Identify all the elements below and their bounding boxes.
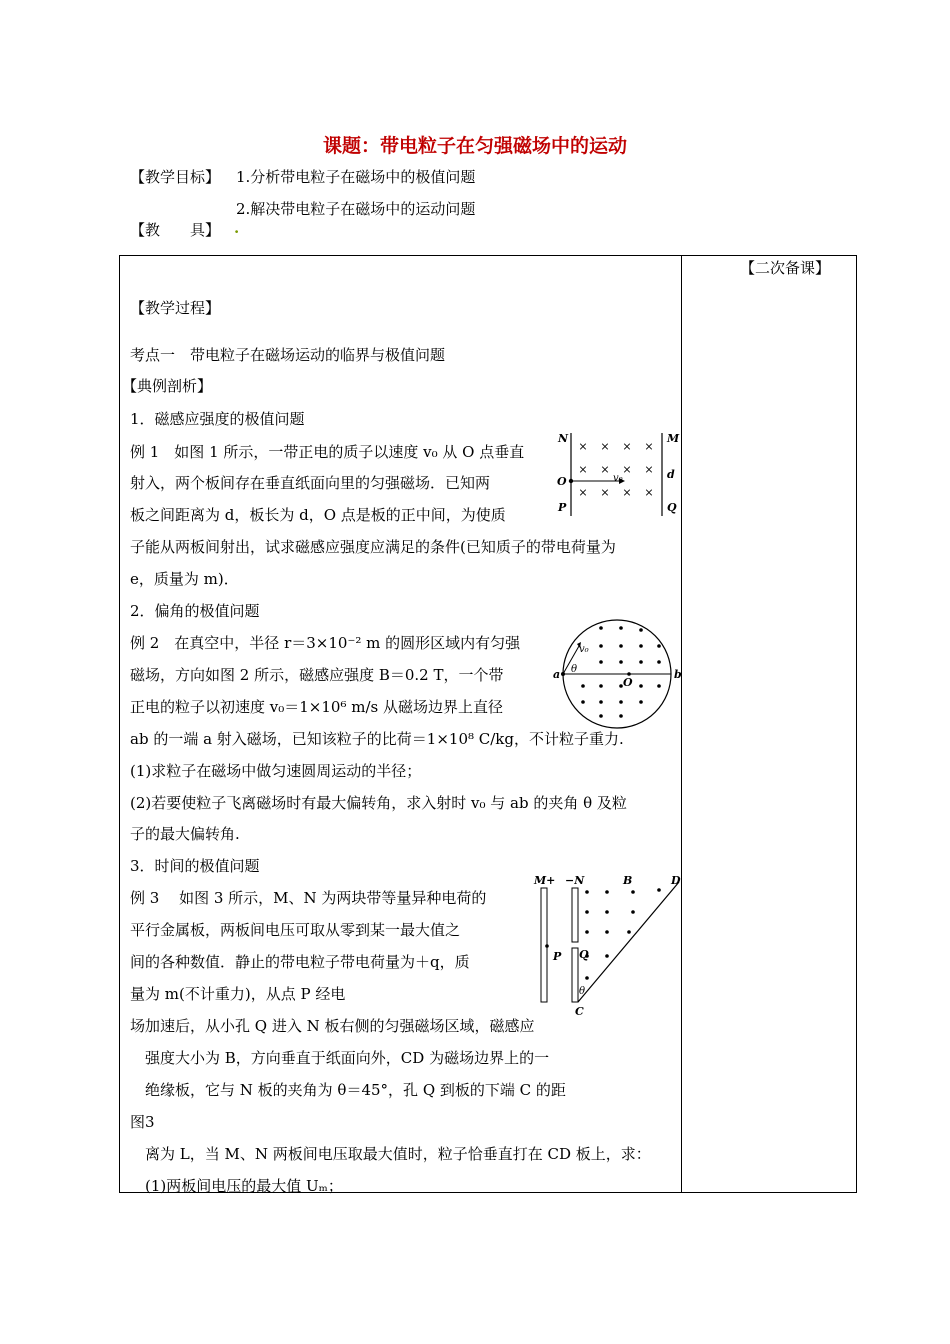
svg-text:×: ×: [644, 463, 654, 476]
svg-text:×: ×: [578, 440, 588, 453]
ex1-line: e，质量为 m)．: [130, 570, 239, 588]
analysis-label: 【典例剖析】: [122, 377, 213, 395]
goal-2: 2.解决带电粒子在磁场中的运动问题: [236, 200, 476, 218]
section-1-title: 1．磁感应强度的极值问题: [130, 410, 305, 428]
svg-text:×: ×: [622, 463, 632, 476]
fig1-label-P: P: [558, 501, 567, 514]
ex2-line: 正电的粒子以初速度 v₀＝1×10⁶ m/s 从磁场边界上直径: [130, 698, 503, 716]
svg-text:×: ×: [578, 486, 588, 499]
svg-text:×: ×: [622, 440, 632, 453]
fig3-label-theta: θ: [579, 986, 586, 997]
fig1-label-O: O: [557, 475, 567, 488]
topic-1: 考点一 带电粒子在磁场运动的临界与极值问题: [130, 346, 446, 364]
figure-2: [553, 616, 683, 731]
ex1-line: 例 1 如图 1 所示，一带正电的质子以速度 v₀ 从 O 点垂直: [130, 443, 525, 461]
ex2-line: 例 2 在真空中，半径 r＝3×10⁻² m 的圆形区域内有匀强: [130, 634, 521, 652]
tools-value: .: [234, 219, 240, 237]
ex1-line: 板之间距离为 d，板长为 d，O 点是板的正中间，为使质: [130, 506, 506, 524]
fig2-label-a: a: [553, 668, 561, 681]
svg-text:×: ×: [600, 463, 610, 476]
section-3-title: 3．时间的极值问题: [130, 857, 260, 875]
ex3-line: 量为 m(不计重力)，从点 P 经电: [130, 985, 346, 1003]
fig1-label-d: d: [667, 468, 675, 481]
ex3-line: 平行金属板，两板间电压可取从零到某一最大值之: [130, 921, 461, 939]
side-notes-label: 【二次备课】: [740, 259, 831, 277]
tools-label: 【教 具】: [130, 221, 221, 239]
ex3-line: 间的各种数值．静止的带电粒子带电荷量为＋q，质: [130, 953, 470, 971]
fig1-label-N: N: [558, 432, 569, 445]
ex2-line: (1)求粒子在磁场中做匀速圆周运动的半径；: [130, 762, 422, 780]
section-2-title: 2．偏角的极值问题: [130, 602, 260, 620]
ex2-line: (2)若要使粒子飞离磁场时有最大偏转角，求入射时 v₀ 与 ab 的夹角 θ 及粒: [130, 794, 627, 812]
ex3-line: 绝缘板，它与 N 板的夹角为 θ＝45°，孔 Q 到板的下端 C 的距: [145, 1081, 566, 1099]
goal-1: 1.分析带电粒子在磁场中的极值问题: [236, 168, 476, 186]
fig2-label-v0: v₀: [579, 644, 589, 655]
fig1-label-Q: Q: [667, 501, 677, 514]
ex1-line: 子能从两板间射出，试求磁感应强度应满足的条件(已知质子的带电荷量为: [130, 538, 616, 556]
ex2-line: ab 的一端 a 射入磁场，已知该粒子的比荷＝1×10⁸ C/kg，不计粒子重力.: [130, 730, 624, 748]
fig3-label-Q: Q: [579, 948, 589, 961]
fig3-label-Nminus: −N: [565, 874, 585, 887]
fig3-label-C: C: [575, 1005, 584, 1016]
ex2-line: 磁场，方向如图 2 所示，磁感应强度 B＝0.2 T，一个带: [130, 666, 504, 684]
process-heading: 【教学过程】: [130, 299, 221, 317]
ex3-line: 离为 L，当 M、N 两板间电压取最大值时，粒子恰垂直打在 CD 板上，求：: [145, 1145, 651, 1163]
ex3-line: 例 3 如图 3 所示，M、N 为两块带等量异种电荷的: [130, 889, 487, 907]
ex3-line: 强度大小为 B，方向垂直于纸面向外，CD 为磁场边界上的一: [145, 1049, 550, 1067]
fig2-label-O: O: [623, 676, 633, 689]
figure-3: [531, 870, 686, 1016]
ex3-line: (1)两板间电压的最大值 Uₘ；: [145, 1177, 343, 1195]
fig3-label-P: P: [553, 950, 562, 963]
fig1-label-v0: v₀: [613, 473, 623, 484]
fig3-label-B: B: [623, 874, 633, 887]
svg-text:×: ×: [622, 486, 632, 499]
svg-text:×: ×: [644, 440, 654, 453]
svg-text:×: ×: [644, 486, 654, 499]
fig2-label-theta: θ: [571, 664, 578, 675]
figure-3-caption: 图3: [130, 1113, 155, 1131]
ex1-line: 射入，两个板间存在垂直纸面向里的匀强磁场．已知两: [130, 474, 491, 492]
ex2-line: 子的最大偏转角.: [130, 825, 240, 843]
fig1-label-M: M: [667, 432, 680, 445]
page-title: 课题：带电粒子在匀强磁场中的运动: [322, 135, 627, 157]
svg-text:×: ×: [578, 463, 588, 476]
fig3-label-D: D: [671, 874, 681, 887]
svg-text:×: ×: [600, 440, 610, 453]
ex3-line: 场加速后，从小孔 Q 进入 N 板右侧的匀强磁场区域，磁感应: [130, 1017, 535, 1035]
goals-label: 【教学目标】: [130, 168, 221, 186]
svg-text:×: ×: [600, 486, 610, 499]
fig2-label-b: b: [674, 668, 682, 681]
fig3-label-Mplus: M+: [534, 874, 556, 887]
figure-1: [555, 428, 685, 520]
